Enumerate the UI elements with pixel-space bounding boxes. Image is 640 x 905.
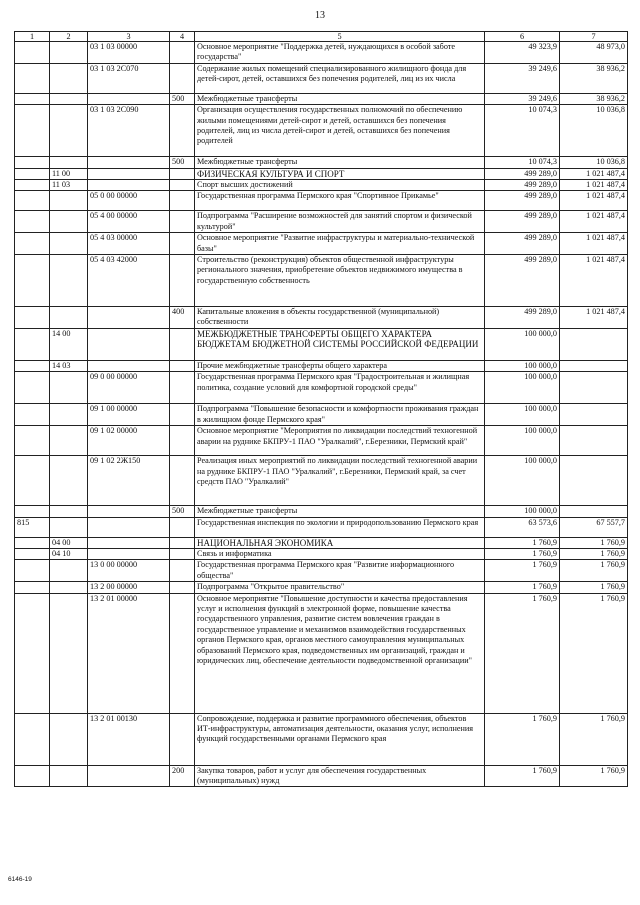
expense-type-code [170,63,195,93]
amount-year-1: 100 000,0 [485,506,560,517]
target-article-code [88,168,170,179]
expense-type-code [170,211,195,233]
section-code [50,426,88,456]
amount-year-2: 1 021 487,4 [560,168,628,179]
amount-year-2: 1 760,9 [560,765,628,787]
target-article-code: 09 1 02 2Ж150 [88,456,170,506]
item-name: Сопровождение, поддержка и развитие программного обеспечения, объектов ИТ-инфраструктуры, автоматизация деятельности, оказания услуг, исполнения функций государственными органами Пермского края [195,713,485,765]
amount-year-2 [560,506,628,517]
section-code [50,255,88,307]
amount-year-2 [560,426,628,456]
section-code: 14 03 [50,360,88,371]
amount-year-2: 1 021 487,4 [560,307,628,329]
target-article-code: 05 4 03 42000 [88,255,170,307]
column-number: 3 [88,32,170,42]
table-row [15,105,628,157]
section-code: 11 03 [50,180,88,191]
target-article-code [88,506,170,517]
amount-year-2: 67 557,7 [560,517,628,537]
amount-year-1: 49 323,9 [485,42,560,64]
amount-year-2: 1 021 487,4 [560,255,628,307]
amount-year-2 [560,372,628,404]
amount-year-1: 1 760,9 [485,560,560,582]
table-row [15,765,628,787]
target-article-code: 13 0 00 00000 [88,560,170,582]
department-code [15,93,50,104]
amount-year-2: 48 973,0 [560,42,628,64]
section-code: 14 00 [50,328,88,360]
item-name: Государственная инспекция по экологии и природопользованию Пермского края [195,517,485,537]
table-row [15,168,628,179]
target-article-code [88,157,170,168]
table-row [15,404,628,426]
expense-type-code [170,180,195,191]
department-code [15,404,50,426]
section-code [50,713,88,765]
department-code [15,506,50,517]
department-code [15,582,50,593]
department-code [15,105,50,157]
item-name: Строительство (реконструкция) объектов общественной инфраструктуры регионального значения, приобретение объектов недвижимого имущества в государственную собственность [195,255,485,307]
target-article-code: 09 1 02 00000 [88,426,170,456]
item-name: Государственная программа Пермского края "Градостроительная и жилищная политика, создание условий для комфортной городской среды" [195,372,485,404]
table-row [15,537,628,548]
amount-year-2: 38 936,2 [560,63,628,93]
expense-type-code: 400 [170,307,195,329]
table-row [15,713,628,765]
section-code [50,456,88,506]
item-name: Основное мероприятие "Повышение доступности и качества предоставления услуг и исполнения функций в электронной форме, повышение качества государственного управления, развитие систем вовлечения граждан в государственное управление и механизмов взаимодействия государственных органов Пермского края, органов местного самоуправления муниципальных образований Пермского края, подведомственных им организаций, граждан и юридических лиц, обеспечение деятельности подведомственной организации" [195,593,485,713]
section-code [50,506,88,517]
department-code [15,255,50,307]
target-article-code: 13 2 01 00130 [88,713,170,765]
column-number: 7 [560,32,628,42]
amount-year-1: 1 760,9 [485,537,560,548]
target-article-code [88,328,170,360]
section-code: 04 10 [50,548,88,559]
amount-year-2: 1 021 487,4 [560,233,628,255]
table-row [15,307,628,329]
department-code [15,63,50,93]
table-row [15,456,628,506]
section-code [50,517,88,537]
expense-type-code [170,560,195,582]
department-code [15,191,50,211]
section-code [50,63,88,93]
amount-year-2: 1 760,9 [560,593,628,713]
department-code [15,157,50,168]
table-row [15,211,628,233]
table-row [15,93,628,104]
target-article-code: 13 2 00 00000 [88,582,170,593]
amount-year-1: 499 289,0 [485,211,560,233]
department-code [15,456,50,506]
section-code [50,191,88,211]
item-name: Межбюджетные трансферты [195,93,485,104]
expense-type-code [170,105,195,157]
expense-type-code [170,713,195,765]
target-article-code [88,360,170,371]
item-name: Государственная программа Пермского края "Спортивное Прикамье" [195,191,485,211]
footer-code: 6146-19 [8,876,32,883]
amount-year-1: 10 074,3 [485,157,560,168]
expense-type-code: 500 [170,506,195,517]
department-code [15,548,50,559]
target-article-code [88,307,170,329]
item-name: Прочие межбюджетные трансферты общего характера [195,360,485,371]
amount-year-2 [560,360,628,371]
amount-year-2: 10 036,8 [560,105,628,157]
amount-year-1: 100 000,0 [485,328,560,360]
table-row [15,517,628,537]
table-row [15,233,628,255]
table-row [15,191,628,211]
item-name: НАЦИОНАЛЬНАЯ ЭКОНОМИКА [195,537,485,548]
item-name: Основное мероприятие "Развитие инфраструктуры и материально-технической базы" [195,233,485,255]
department-code [15,593,50,713]
amount-year-1: 499 289,0 [485,191,560,211]
section-code [50,42,88,64]
item-name: Государственная программа Пермского края "Развитие информационного общества" [195,560,485,582]
expense-type-code: 200 [170,765,195,787]
amount-year-2: 1 760,9 [560,582,628,593]
item-name: Подпрограмма "Расширение возможностей для занятий спортом и физической культурой" [195,211,485,233]
amount-year-1: 100 000,0 [485,404,560,426]
item-name: Реализация иных мероприятий по ликвидации последствий техногенной аварии на руднике БКПРУ-1 ПАО "Уралкалий", г.Березники, Пермский край, за счет средств ПАО "Уралкалий" [195,456,485,506]
item-name: Основное мероприятие "Поддержка детей, нуждающихся в особой заботе государства" [195,42,485,64]
target-article-code [88,93,170,104]
amount-year-1: 499 289,0 [485,255,560,307]
item-name: Содержание жилых помещений специализированного жилищного фонда для детей-сирот, детей, оставшихся без попечения родителей, лиц из их числа [195,63,485,93]
page-number: 13 [315,10,325,21]
department-code [15,42,50,64]
expense-type-code [170,372,195,404]
department-code [15,537,50,548]
section-code [50,560,88,582]
table-row [15,157,628,168]
amount-year-1: 499 289,0 [485,307,560,329]
section-code [50,404,88,426]
column-number: 4 [170,32,195,42]
amount-year-2: 1 021 487,4 [560,211,628,233]
department-code [15,765,50,787]
expense-type-code [170,517,195,537]
amount-year-2 [560,404,628,426]
expense-type-code [170,537,195,548]
amount-year-2 [560,328,628,360]
table-row [15,255,628,307]
department-code [15,426,50,456]
amount-year-1: 39 249,6 [485,63,560,93]
amount-year-1: 1 760,9 [485,593,560,713]
target-article-code [88,517,170,537]
table-row [15,593,628,713]
expense-type-code [170,456,195,506]
target-article-code: 03 1 03 2С090 [88,105,170,157]
department-code [15,168,50,179]
department-code [15,180,50,191]
amount-year-1: 1 760,9 [485,713,560,765]
expense-type-code [170,404,195,426]
amount-year-1: 10 074,3 [485,105,560,157]
item-name: Межбюджетные трансферты [195,157,485,168]
expense-type-code: 500 [170,157,195,168]
expense-type-code [170,233,195,255]
department-code [15,307,50,329]
item-name: Связь и информатика [195,548,485,559]
target-article-code: 05 4 03 00000 [88,233,170,255]
target-article-code [88,548,170,559]
target-article-code: 05 4 00 00000 [88,211,170,233]
item-name: Спорт высших достижений [195,180,485,191]
department-code [15,328,50,360]
item-name: ФИЗИЧЕСКАЯ КУЛЬТУРА И СПОРТ [195,168,485,179]
section-code [50,307,88,329]
expense-type-code [170,168,195,179]
amount-year-2: 10 036,8 [560,157,628,168]
budget-table [14,31,628,787]
target-article-code: 03 1 03 00000 [88,42,170,64]
amount-year-1: 39 249,6 [485,93,560,104]
section-code [50,93,88,104]
expense-type-code [170,593,195,713]
amount-year-2: 1 021 487,4 [560,180,628,191]
table-row [15,582,628,593]
column-number: 2 [50,32,88,42]
section-code [50,593,88,713]
amount-year-2 [560,456,628,506]
department-code [15,713,50,765]
table-row [15,548,628,559]
table-row [15,506,628,517]
table-row [15,560,628,582]
expense-type-code [170,426,195,456]
target-article-code: 09 1 00 00000 [88,404,170,426]
item-name: Закупка товаров, работ и услуг для обеспечения государственных (муниципальных) нужд [195,765,485,787]
section-code [50,372,88,404]
item-name: Подпрограмма "Повышение безопасности и комфортности проживания граждан в жилищном фонде Пермского края" [195,404,485,426]
section-code [50,211,88,233]
section-code [50,233,88,255]
department-code [15,211,50,233]
amount-year-1: 100 000,0 [485,372,560,404]
section-code [50,157,88,168]
target-article-code [88,180,170,191]
target-article-code: 05 0 00 00000 [88,191,170,211]
section-code [50,105,88,157]
department-code [15,360,50,371]
item-name: Межбюджетные трансферты [195,506,485,517]
amount-year-1: 499 289,0 [485,180,560,191]
section-code: 11 00 [50,168,88,179]
table-row [15,328,628,360]
item-name: Капитальные вложения в объекты государственной (муниципальной) собственности [195,307,485,329]
amount-year-2: 1 760,9 [560,560,628,582]
table-row [15,180,628,191]
expense-type-code [170,255,195,307]
amount-year-1: 1 760,9 [485,548,560,559]
column-number: 1 [15,32,50,42]
column-number-row [15,32,628,42]
amount-year-1: 1 760,9 [485,765,560,787]
amount-year-2: 1 760,9 [560,548,628,559]
expense-type-code [170,360,195,371]
department-code [15,560,50,582]
target-article-code: 03 1 03 2С070 [88,63,170,93]
amount-year-2: 1 760,9 [560,537,628,548]
amount-year-1: 499 289,0 [485,233,560,255]
table-row [15,42,628,64]
table-row [15,426,628,456]
amount-year-1: 100 000,0 [485,426,560,456]
amount-year-2: 1 021 487,4 [560,191,628,211]
target-article-code [88,537,170,548]
department-code: 815 [15,517,50,537]
column-number: 6 [485,32,560,42]
section-code [50,582,88,593]
amount-year-1: 63 573,6 [485,517,560,537]
expense-type-code: 500 [170,93,195,104]
expense-type-code [170,328,195,360]
target-article-code: 09 0 00 00000 [88,372,170,404]
section-code: 04 00 [50,537,88,548]
table-row [15,360,628,371]
target-article-code [88,765,170,787]
table-row [15,63,628,93]
department-code [15,233,50,255]
item-name: Организация осуществления государственных полномочий по обеспечению жилыми помещениями детей-сирот и детей, оставшихся без попечения родителей, лиц из числа детей-сирот и детей, оставшихся без попечения родителей [195,105,485,157]
department-code [15,372,50,404]
table-row [15,372,628,404]
column-number: 5 [195,32,485,42]
amount-year-2: 38 936,2 [560,93,628,104]
item-name: МЕЖБЮДЖЕТНЫЕ ТРАНСФЕРТЫ ОБЩЕГО ХАРАКТЕРА БЮДЖЕТАМ БЮДЖЕТНОЙ СИСТЕМЫ РОССИЙСКОЙ ФЕДЕРАЦИИ [195,328,485,360]
expense-type-code [170,191,195,211]
item-name: Основное мероприятие "Мероприятия по ликвидации последствий техногенной аварии на руднике БКПРУ-1 ПАО "Уралкалий", г.Березники, Пермский край" [195,426,485,456]
expense-type-code [170,42,195,64]
item-name: Подпрограмма "Открытое правительство" [195,582,485,593]
amount-year-1: 100 000,0 [485,360,560,371]
amount-year-1: 1 760,9 [485,582,560,593]
amount-year-2: 1 760,9 [560,713,628,765]
expense-type-code [170,582,195,593]
amount-year-1: 499 289,0 [485,168,560,179]
expense-type-code [170,548,195,559]
target-article-code: 13 2 01 00000 [88,593,170,713]
section-code [50,765,88,787]
amount-year-1: 100 000,0 [485,456,560,506]
